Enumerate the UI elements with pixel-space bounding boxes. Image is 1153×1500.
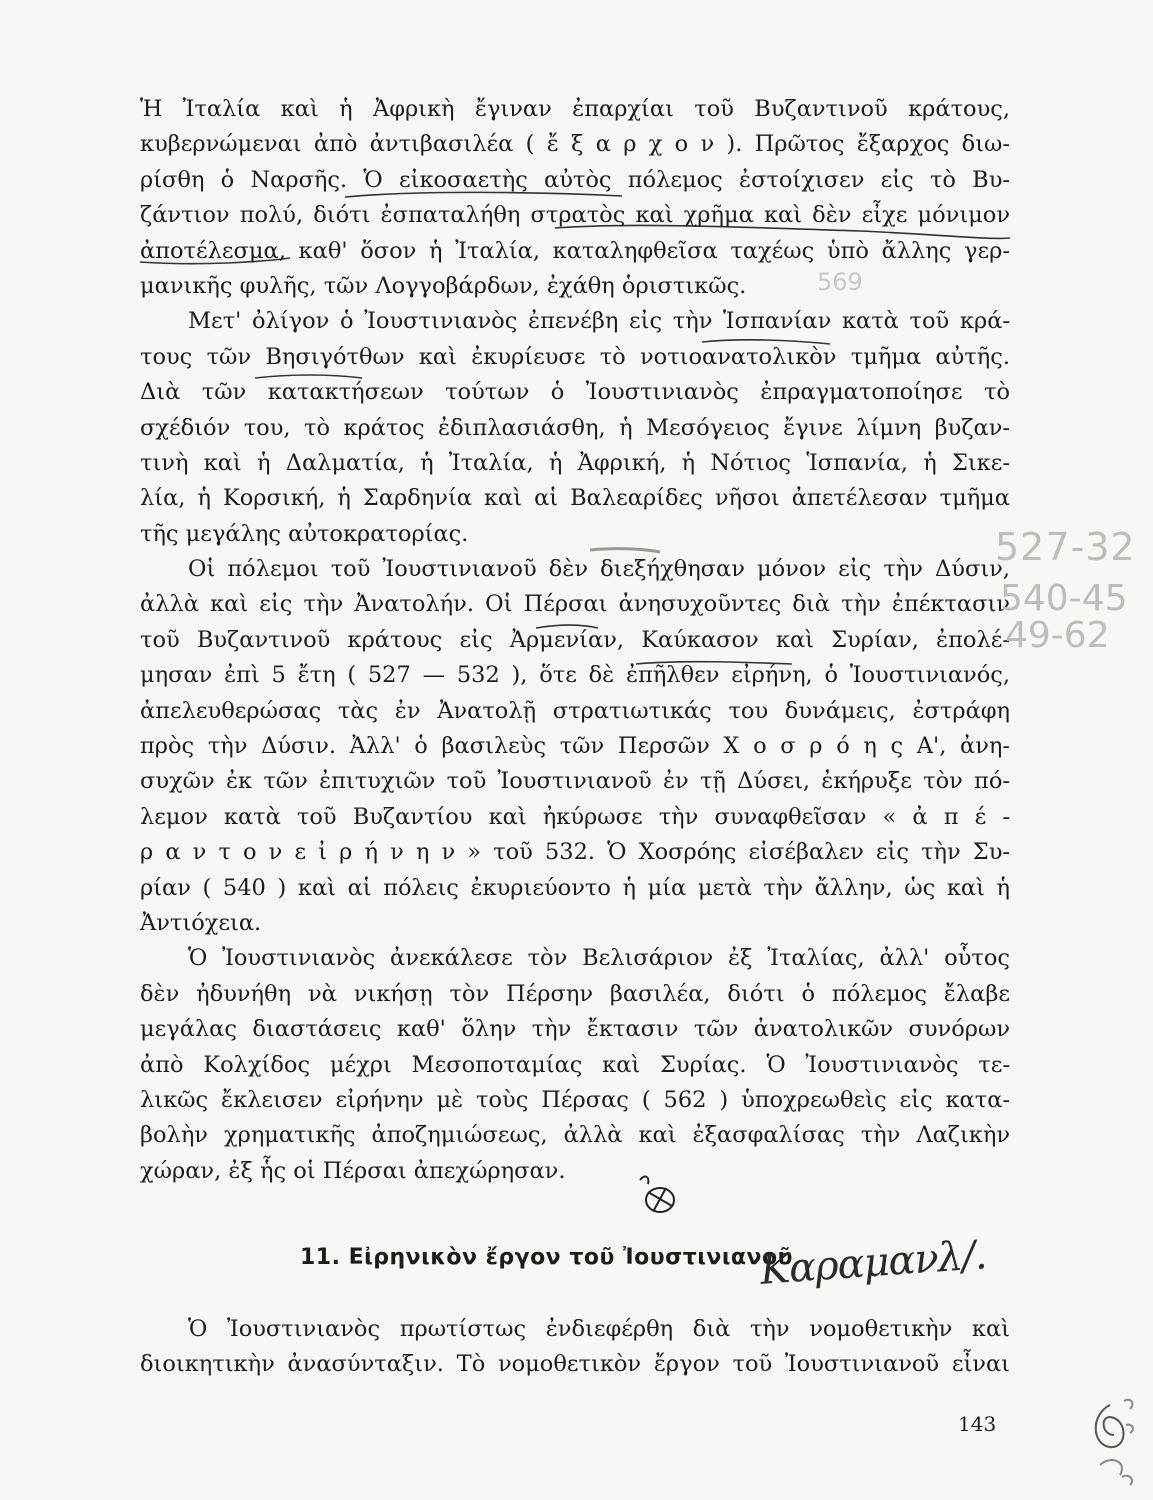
text-line: ρίαν ( 540 ) καὶ αἱ πόλεις ἐκυριεύοντο ἡ μία μετὰ τὴν ἄλλην, ὡς καὶ ἡ (140, 874, 1010, 901)
text-line: ρίσθη ὁ Ναρσῆς. Ὁ εἰκοσαετὴς αὐτὸς πόλεμος ἐστοίχισεν εἰς τὸ Βυ- (140, 166, 1010, 193)
paragraph-legislation (140, 1312, 1010, 1383)
paragraph-belisarius (140, 941, 1010, 1189)
text-line: τινὴ καὶ ἡ Δαλματία, ἡ Ἰταλία, ἡ Ἀφρική, ἡ Νότιος Ἱσπανία, ἡ Σικε- (140, 449, 1010, 476)
section-heading: 11. Εἰρηνικὸν ἔργον τοῦ Ἰουστινιανοῦ (300, 1245, 793, 1270)
text-line: πρὸς τὴν Δύσιν. Ἀλλ' ὁ βασιλεὺς τῶν Περσῶν Χ ο σ ρ ό η ς Α', ἀνη- (140, 733, 1010, 760)
margin-note: 527-32 (995, 525, 1136, 569)
text-line: Ἡ Ἰταλία καὶ ἡ Ἀφρικὴ ἔγιναν ἐπαρχίαι τοῦ Βυζαντινοῦ κράτους, (140, 96, 1010, 122)
margin-note: 540-45 (1000, 578, 1128, 619)
text-line: ἀπελευθερώσας τὰς ἐν Ἀνατολῇ στρατιωτικάς του δυνάμεις, ἐστράφη (140, 697, 1010, 724)
text-line: σχέδιόν του, τὸ κράτος ἐδιπλασιάσθη, ἡ Μεσόγειος ἔγινε λίμνη βυζαν- (140, 414, 1010, 441)
initials-mark-icon (630, 1170, 690, 1220)
text-line: Ὁ Ἰουστινιανὸς πρωτίστως ἐνδιεφέρθη διὰ τὴν νομοθετικὴν καὶ (188, 1316, 1010, 1342)
corner-scribble-icon (1080, 1395, 1150, 1490)
text-line: Διὰ τῶν κατακτήσεων τούτων ὁ Ἰουστινιανὸς ἐπραγματοποίησε τὸ (140, 379, 1010, 406)
handwritten-signature: Καραμανλ/. (758, 1232, 988, 1294)
page-number: 143 (958, 1412, 997, 1436)
text-line: μανικῆς φυλῆς, τῶν Λογγοβάρδων, ἐχάθη ὁριστικῶς. (140, 272, 747, 299)
paragraph-persian-wars (140, 552, 1010, 941)
margin-note: 569 (817, 268, 863, 296)
text-line: κυβερνώμεναι ἀπὸ ἀντιβασιλέα ( ἔ ξ α ρ χ ο ν ). Πρῶτος ἔξαρχος διω- (140, 131, 1010, 158)
margin-note: 49-62 (1005, 615, 1110, 656)
text-line: ρ α ν τ ο ν ε ἰ ρ ή ν η ν » τοῦ 532. Ὁ Χοσρόης εἰσέβαλεν εἰς τὴν Συ- (140, 839, 1010, 866)
text-line: συχῶν ἐκ τῶν ἐπιτυχιῶν τοῦ Ἰουστινιανοῦ ἐν τῇ Δύσει, ἐκήρυξε τὸν πό- (140, 768, 1010, 795)
text-line: ἀπὸ Κολχίδος μέχρι Μεσοποταμίας καὶ Συρίας. Ὁ Ἰουστινιανὸς τε- (140, 1051, 1010, 1078)
text-line: διοικητικὴν ἀνασύνταξιν. Τὸ νομοθετικὸν ἔργον τοῦ Ἰουστινιανοῦ εἶναι (140, 1351, 1010, 1378)
text-line: μεγάλας διαστάσεις καθ' ὅλην τὴν ἔκτασιν τῶν ἀνατολικῶν συνόρων (140, 1016, 1010, 1043)
text-line: τους τῶν Βησιγότθων καὶ ἐκυρίευσε τὸ νοτιοανατολικὸν τμῆμα αὐτῆς. (140, 343, 1010, 370)
text-line: Μετ' ὀλίγον ὁ Ἰουστινιανὸς ἐπενέβη εἰς τὴν Ἱσπανίαν κατὰ τοῦ κρά- (188, 308, 1010, 335)
text-line: Ἀντιόχεια. (140, 909, 262, 936)
text-line: τοῦ Βυζαντινοῦ κράτους εἰς Ἀρμενίαν, Καύκασον καὶ Συρίαν, ἐπολέ- (140, 626, 1010, 653)
text-line: δὲν ἠδυνήθη νὰ νικήσῃ τὸν Πέρσην βασιλέα, διότι ὁ πόλεμος ἔλαβε (140, 980, 1010, 1007)
text-line: λεμον κατὰ τοῦ Βυζαντίου καὶ ἠκύρωσε τὴν συναφθεῖσαν « ἀ π έ - (140, 803, 1010, 830)
text-line: λία, ἡ Κορσική, ἡ Σαρδηνία καὶ αἱ Βαλεαρίδες νῆσοι ἀπετέλεσαν τμῆμα (140, 485, 1010, 512)
text-line: λικῶς ἔκλεισεν εἰρήνην μὲ τοὺς Πέρσας ( 562 ) ὑποχρεωθεὶς εἰς κατα- (140, 1086, 1010, 1113)
text-line: Οἱ πόλεμοι τοῦ Ἰουστινιανοῦ δὲν διεξήχθησαν μόνον εἰς τὴν Δύσιν, (188, 556, 1010, 583)
text-line: χώραν, ἐξ ἧς οἱ Πέρσαι ἀπεχώρησαν. (140, 1157, 566, 1184)
text-line: ἀλλὰ καὶ εἰς τὴν Ἀνατολήν. Οἱ Πέρσαι ἀνησυχοῦντες διὰ τὴν ἐπέκτασιν (140, 591, 1010, 618)
text-line: ἀποτέλεσμα, καθ' ὅσον ἡ Ἰταλία, καταληφθεῖσα ταχέως ὑπὸ ἄλλης γερ- (140, 237, 1010, 264)
text-line: ζάντιον πολύ, διότι ἐσπαταλήθη στρατὸς καὶ χρῆμα καὶ δὲν εἶχε μόνιμον (140, 202, 1010, 229)
paragraph-spain (140, 304, 1010, 552)
main-text (140, 92, 1010, 1189)
text-line: μησαν ἐπὶ 5 ἔτη ( 527 — 532 ), ὅτε δὲ ἐπῆλθεν εἰρήνη, ὁ Ἰουστινιανός, (140, 662, 1010, 689)
text-line: Ὁ Ἰουστινιανὸς ἀνεκάλεσε τὸν Βελισάριον ἐξ Ἰταλίας, ἀλλ' οὗτος (188, 945, 1010, 972)
paragraph-italy-africa (140, 92, 1010, 304)
text-line: τῆς μεγάλης αὐτοκρατορίας. (140, 520, 469, 547)
text-line: βολὴν χρηματικῆς ἀποζημιώσεως, ἀλλὰ καὶ ἐξασφαλίσας τὴν Λαζικὴν (140, 1122, 1010, 1149)
